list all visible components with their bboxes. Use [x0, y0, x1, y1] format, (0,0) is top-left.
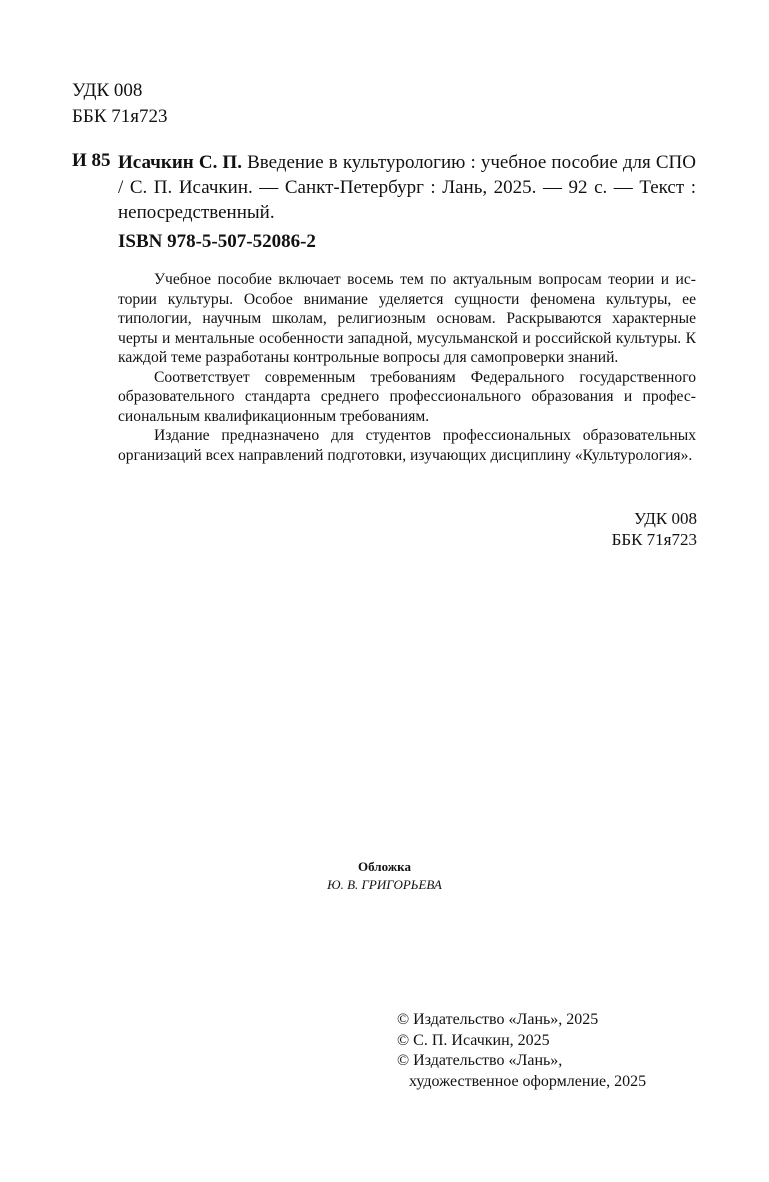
bibliographic-record: [118, 150, 696, 225]
isbn: ISBN 978-5-507-52086-2: [118, 231, 316, 252]
copyright-line: © С. П. Исачкин, 2025: [397, 1031, 550, 1049]
copyright-block: [397, 1010, 646, 1092]
annotation-paragraph: Учебное пособие включает восемь тем по актуальным вопросам теории и истории культуры. Особое внимание уделяется сущности феномена культуры, ее типологии, научным школам, религиозным основам. Раскрываются характерные черты и ментальные особенности западной, мусульманской и российской культуры. К каждой теме разработаны контрольные вопросы для самопроверки знаний.: [118, 271, 696, 366]
copyright-line: © Издательство «Лань», 2025: [397, 1011, 599, 1028]
annotation-paragraph: Издание предназначено для студентов профессиональных образовательных организаций всех направлений подготовки, изучающих дисциплину «Культурология».: [118, 427, 696, 464]
top-classification-codes: [72, 78, 167, 130]
author-name: Исачкин С. П.: [118, 152, 242, 173]
bbk-code: ББК 71я723: [72, 106, 168, 127]
copyright-line: © Издательство «Лань»,: [397, 1052, 563, 1069]
annotation-paragraph: Соответствует современным требованиям Федерального государственного образовательного стандарта среднего профессионального образования и профессиональным квалификационным требованиям.: [118, 368, 696, 425]
cover-credit: [0, 858, 769, 894]
bottom-classification-codes: [612, 509, 697, 550]
udk-code: УДК 008: [72, 80, 143, 101]
copyright-line: художественное оформление, 2025: [409, 1072, 647, 1090]
author-mark: И 85: [72, 150, 111, 171]
bibliographic-description: Введение в культурологию : учебное пособие для СПО / С. П. Исачкин. — Санкт-Петербург : Лань, 2025. — 92 с. — Текст : непосредственный.: [118, 152, 696, 223]
udk-code: УДК 008: [633, 509, 697, 528]
cover-designer: Ю. В. ГРИГОРЬЕВА: [327, 877, 442, 892]
cover-label: Обложка: [358, 859, 411, 874]
bbk-code: ББК 71я723: [611, 529, 697, 549]
annotation: [118, 270, 696, 465]
